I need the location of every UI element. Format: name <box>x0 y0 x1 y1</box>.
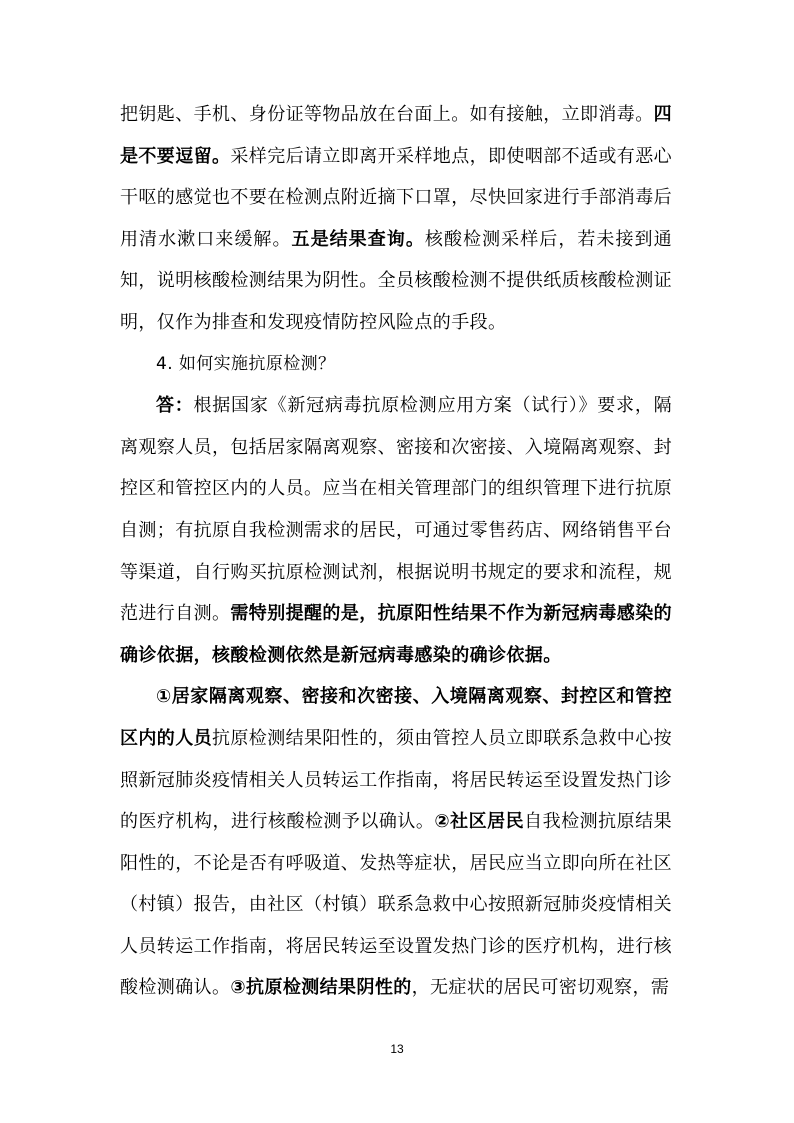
page-number: 13 <box>390 1042 404 1056</box>
section-heading-4: 4. 如何实施抗原检测？ <box>156 353 336 374</box>
paragraph-answer <box>120 385 672 676</box>
answer-label: 答： <box>156 395 194 417</box>
bold-case-one: ①居家隔离观察、密接和次密接、入境隔离观察、封控区和管控区内的人员 <box>120 686 672 749</box>
text-run: ，无症状的居民可密切观察，需 <box>411 977 670 999</box>
paragraph-cases <box>120 676 672 1009</box>
text-run: 核酸检测采样后，若未接到通知，说明核酸检测结果为阴性。全员核酸检测不提供纸质核酸检测证明，仅作为排查和发现疫情防控风险点的手段。 <box>120 228 672 333</box>
bold-point-four: 四是不要逗留。 <box>120 104 673 167</box>
bold-case-two: ②社区居民 <box>434 811 525 833</box>
bold-case-three: ③抗原检测结果阴性的 <box>230 977 412 999</box>
bold-reminder: 需特别提醒的是，抗原阳性结果不作为新冠病毒感染的确诊依据，核酸检测依然是新冠病毒感染的确诊依据。 <box>120 603 673 666</box>
body-text <box>120 94 672 1009</box>
bold-point-five: 五是结果查询。 <box>291 228 425 250</box>
text-run: 自我检测抗原结果阳性的，不论是否有呼吸道、发热等症状，居民应当立即向所在社区（村镇）报告，由社区（村镇）联系急救中心按照新冠肺炎疫情相关人员转运工作指南，将居民转运至设置发热门诊的医疗机构，进行核酸检测确认。 <box>120 811 672 999</box>
paragraph-sampling-tips <box>120 94 672 344</box>
text-run: 根据国家《新冠病毒抗原检测应用方案（试行）》要求，隔离观察人员，包括居家隔离观察、密接和次密接、入境隔离观察、封控区和管控区内的人员。应当在相关管理部门的组织管理下进行抗原自测；有抗原自我检测需求的居民，可通过零售药店、网络销售平台等渠道，自行购买抗原检测试剂，根据说明书规定的要求和流程，规范进行自测。 <box>120 395 672 625</box>
text-run: 把钥匙、手机、身份证等物品放在台面上。如有接触，立即消毒。 <box>120 104 654 125</box>
text-run: 抗原检测结果阳性的，须由管控人员立即联系急救中心按照新冠肺炎疫情相关人员转运工作指南，将居民转运至设置发热门诊的医疗机构，进行核酸检测予以确认。 <box>120 727 672 833</box>
text-run: 采样完后请立即离开采样地点，即使咽部不适或有恶心干呕的感觉也不要在检测点附近摘下口罩，尽快回家进行手部消毒后用清水漱口来缓解。 <box>120 145 673 250</box>
